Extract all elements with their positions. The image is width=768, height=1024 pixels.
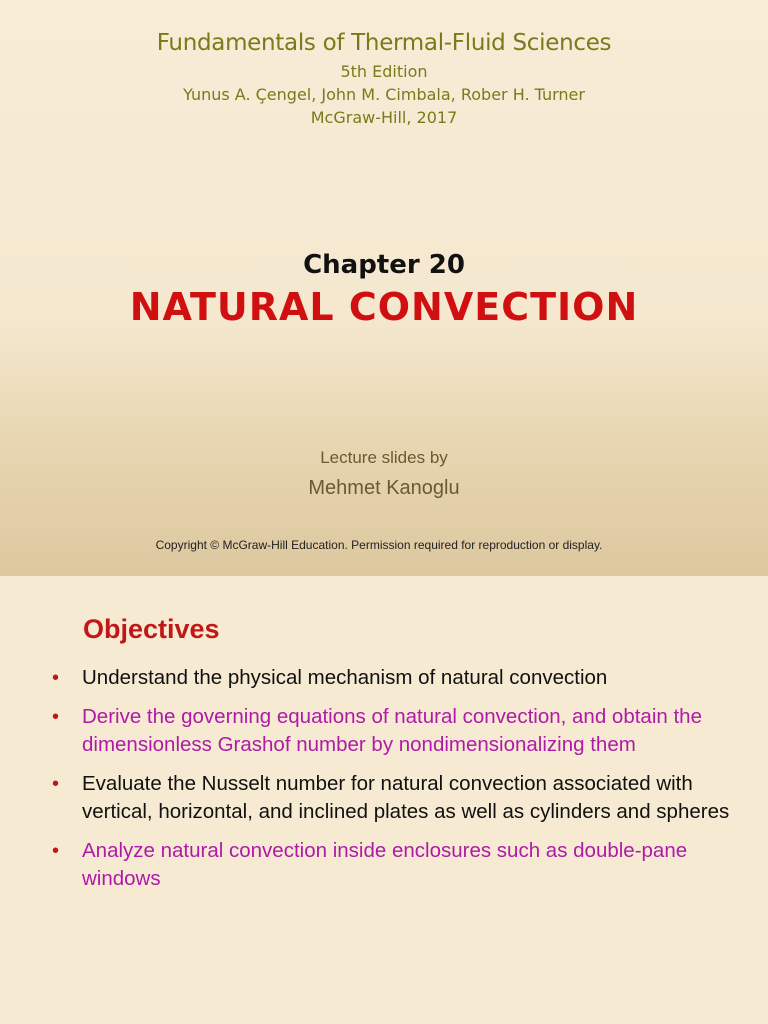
bullet-icon: • — [52, 667, 60, 689]
lecture-by-label: Lecture slides by — [320, 448, 448, 467]
objective-text: Understand the physical mechanism of natural convection — [82, 666, 608, 689]
bullet-icon: • — [52, 840, 60, 862]
objective-item — [50, 837, 730, 893]
authors: Yunus A. Çengel, John M. Cimbala, Rober H. Turner — [183, 85, 585, 104]
bullet-icon: • — [52, 706, 60, 728]
objective-item — [50, 664, 730, 692]
objectives-list — [50, 664, 730, 904]
objective-text: Derive the governing equations of natural convection, and obtain the dimensionless Grashof number by nondimensionalizing them — [82, 705, 702, 756]
edition: 5th Edition — [340, 62, 428, 81]
chapter-number: Chapter 20 — [303, 250, 465, 280]
publisher: McGraw-Hill, 2017 — [310, 108, 458, 127]
objectives-slide — [0, 576, 768, 1024]
objective-text: Analyze natural convection inside enclosures such as double-pane windows — [82, 839, 688, 890]
objective-text: Evaluate the Nusselt number for natural convection associated with vertical, horizontal, and inclined plates as well as cylinders and spheres — [82, 772, 730, 823]
copyright-notice: Copyright © McGraw-Hill Education. Permission required for reproduction or display. — [155, 538, 603, 552]
objective-item — [50, 703, 730, 759]
bullet-icon: • — [52, 773, 60, 795]
objective-item — [50, 770, 730, 826]
book-title: Fundamentals of Thermal-Fluid Sciences — [156, 30, 612, 56]
chapter-title: NATURAL CONVECTION — [129, 285, 639, 329]
lecturer-name: Mehmet Kanoglu — [308, 477, 460, 499]
objectives-heading: Objectives — [83, 614, 220, 644]
